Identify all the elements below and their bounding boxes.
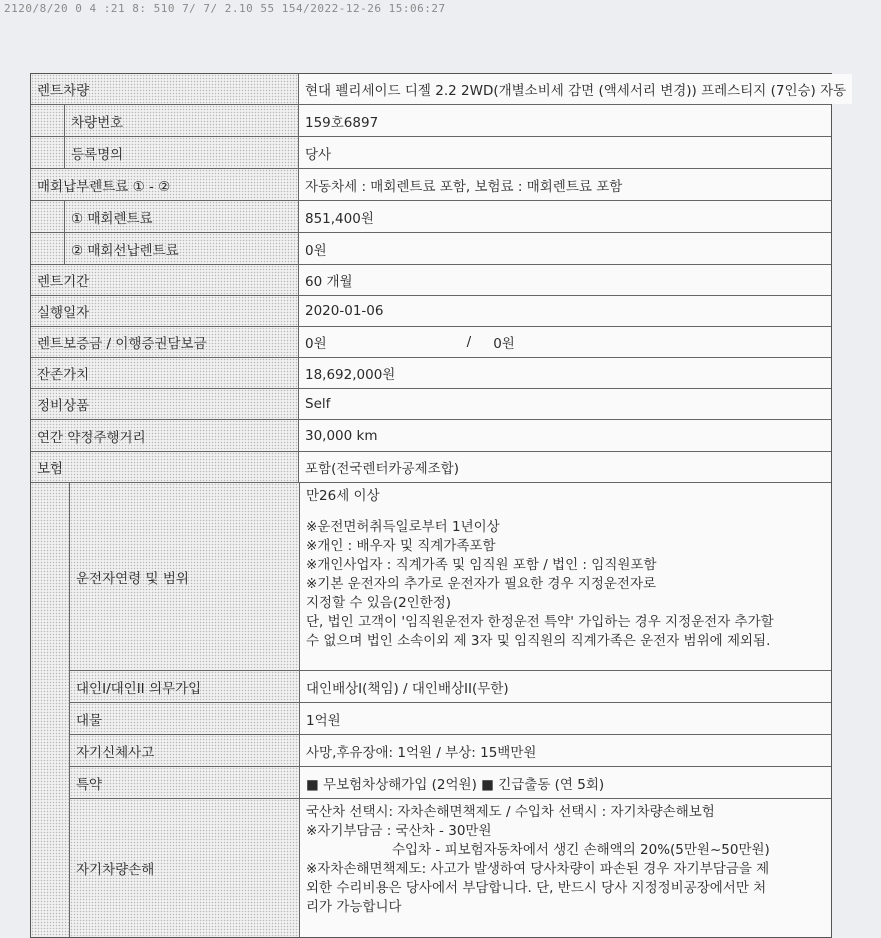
label-special-terms: 특약 — [70, 767, 300, 798]
value-rental-vehicle: 현대 펠리세이드 디젤 2.2 2WD(개별소비세 감면 (액세서리 변경)) 프레스티지 (7인승) 자동 — [299, 74, 852, 104]
label-rental-period: 렌트기간 — [31, 265, 299, 295]
driver-line: ※개인사업자 : 직계가족 및 임직원 포함 / 법인 : 임직원포함 — [306, 557, 657, 573]
row-plate-number — [31, 104, 831, 136]
value-fee-2: 0원 — [299, 233, 831, 264]
label-registrant: 등록명의 — [65, 137, 299, 168]
label-driver-range: 운전자연령 및 범위 — [70, 483, 300, 670]
row-insurance — [31, 451, 831, 482]
row-liability — [70, 670, 831, 702]
own-damage-line: 수입차 - 피보험자동차에서 생긴 손해액의 20%(5만원~50만원) — [392, 842, 770, 858]
own-damage-line: ※자기부담금 : 국산차 - 30만원 — [306, 823, 492, 839]
value-self-injury: 사망,후유장애: 1억원 / 부상: 15백만원 — [300, 735, 831, 766]
label-deposit: 렌트보증금 / 이행증권담보금 — [31, 327, 299, 357]
indent-cell — [31, 483, 70, 937]
row-maintenance — [31, 388, 831, 419]
value-rental-period: 60 개월 — [299, 265, 831, 295]
driver-line: ※기본 운전자의 추가로 운전자가 필요한 경우 지정운전자로 — [306, 576, 657, 592]
row-mileage — [31, 419, 831, 451]
value-insurance: 포함(전국렌터카공제조합) — [299, 452, 831, 482]
row-fee-2 — [31, 232, 831, 264]
row-monthly-fee — [31, 168, 831, 200]
own-damage-line: 국산차 선택시: 자차손해면책제도 / 수입차 선택시 : 자기차량손해보험 — [306, 804, 715, 820]
row-driver-range — [70, 483, 831, 670]
value-own-damage — [300, 799, 831, 937]
guarantee-amount: 0원 — [493, 336, 515, 352]
label-mileage: 연간 약정주행거리 — [31, 420, 299, 451]
driver-line: 지정할 수 있음(2인한정) — [306, 595, 452, 611]
driver-line-blank — [306, 506, 825, 518]
row-deposit — [31, 326, 831, 357]
label-insurance: 보험 — [31, 452, 299, 482]
row-self-injury — [70, 734, 831, 766]
label-residual-value: 잔존가치 — [31, 358, 299, 388]
indent-cell — [31, 137, 65, 168]
print-timestamp-header: 2120/8/20 0 4 :21 8: 510 7/ 7/ 2.10 55 154/2022-12-26 15:06:27 — [4, 2, 446, 15]
driver-line: 수 없으며 법인 소속이외 제 3자 및 임직원의 직계가족은 운전자 범위에 제외됨. — [306, 633, 771, 649]
indent-cell — [31, 201, 65, 232]
deposit-separator: / — [466, 334, 472, 350]
label-liability: 대인I/대인II 의무가입 — [70, 671, 300, 702]
insurance-details — [31, 482, 831, 937]
value-plate-number: 159호6897 — [299, 105, 831, 136]
label-fee-2: ② 매회선납렌트료 — [65, 233, 299, 264]
rental-contract-table — [30, 73, 847, 938]
driver-line: ※개인 : 배우자 및 직계가족포함 — [306, 538, 496, 554]
label-monthly-fee: 매회납부렌트료 ① - ② — [31, 169, 299, 200]
label-own-damage: 자기차량손해 — [70, 799, 300, 937]
value-registrant: 당사 — [299, 137, 831, 168]
deposit-amount: 0원 — [305, 336, 327, 352]
row-property-damage — [70, 702, 831, 734]
label-maintenance: 정비상품 — [31, 389, 299, 419]
driver-line: ※운전면허취득일로부터 1년이상 — [306, 519, 500, 535]
value-property-damage: 1억원 — [300, 703, 831, 734]
value-special-terms: ■ 무보험차상해가입 (2억원) ■ 긴급출동 (연 5회) — [300, 767, 831, 798]
row-start-date — [31, 295, 831, 326]
row-own-damage — [70, 798, 831, 937]
label-property-damage: 대물 — [70, 703, 300, 734]
label-plate-number: 차량번호 — [65, 105, 299, 136]
value-fee-1: 851,400원 — [299, 201, 831, 232]
value-liability: 대인배상I(책임) / 대인배상II(무한) — [300, 671, 831, 702]
indent-cell — [31, 105, 65, 136]
indent-cell — [31, 233, 65, 264]
own-damage-line: 외한 수리비용은 당사에서 부담합니다. 단, 반드시 당사 지정정비공장에서만 처 — [306, 880, 767, 896]
row-rental-period — [31, 264, 831, 295]
value-monthly-fee: 자동차세 : 매회렌트료 포함, 보험료 : 매회렌트료 포함 — [299, 169, 831, 200]
own-damage-line: ※자차손해면책제도: 사고가 발생하여 당사차량이 파손된 경우 자기부담금을 제 — [306, 861, 770, 877]
label-fee-1: ① 매회렌트료 — [65, 201, 299, 232]
value-start-date: 2020-01-06 — [299, 296, 831, 326]
row-fee-1 — [31, 200, 831, 232]
own-damage-line: 리가 가능합니다 — [306, 899, 402, 915]
row-residual-value — [31, 357, 831, 388]
driver-line: 만26세 이상 — [306, 488, 380, 504]
value-residual-value: 18,692,000원 — [299, 358, 831, 388]
label-self-injury: 자기신체사고 — [70, 735, 300, 766]
row-registrant — [31, 136, 831, 168]
insurance-sub-rows — [70, 483, 831, 937]
value-deposit — [299, 327, 831, 357]
value-driver-range — [300, 483, 831, 670]
row-special-terms — [70, 766, 831, 798]
row-rental-vehicle — [31, 74, 847, 104]
driver-line: 단, 법인 고객이 '임직원운전자 한정운전 특약' 가입하는 경우 지정운전자 추가할 — [306, 614, 774, 630]
value-maintenance: Self — [299, 389, 831, 419]
label-rental-vehicle: 렌트차량 — [31, 74, 299, 104]
value-mileage: 30,000 km — [299, 420, 831, 451]
label-start-date: 실행일자 — [31, 296, 299, 326]
